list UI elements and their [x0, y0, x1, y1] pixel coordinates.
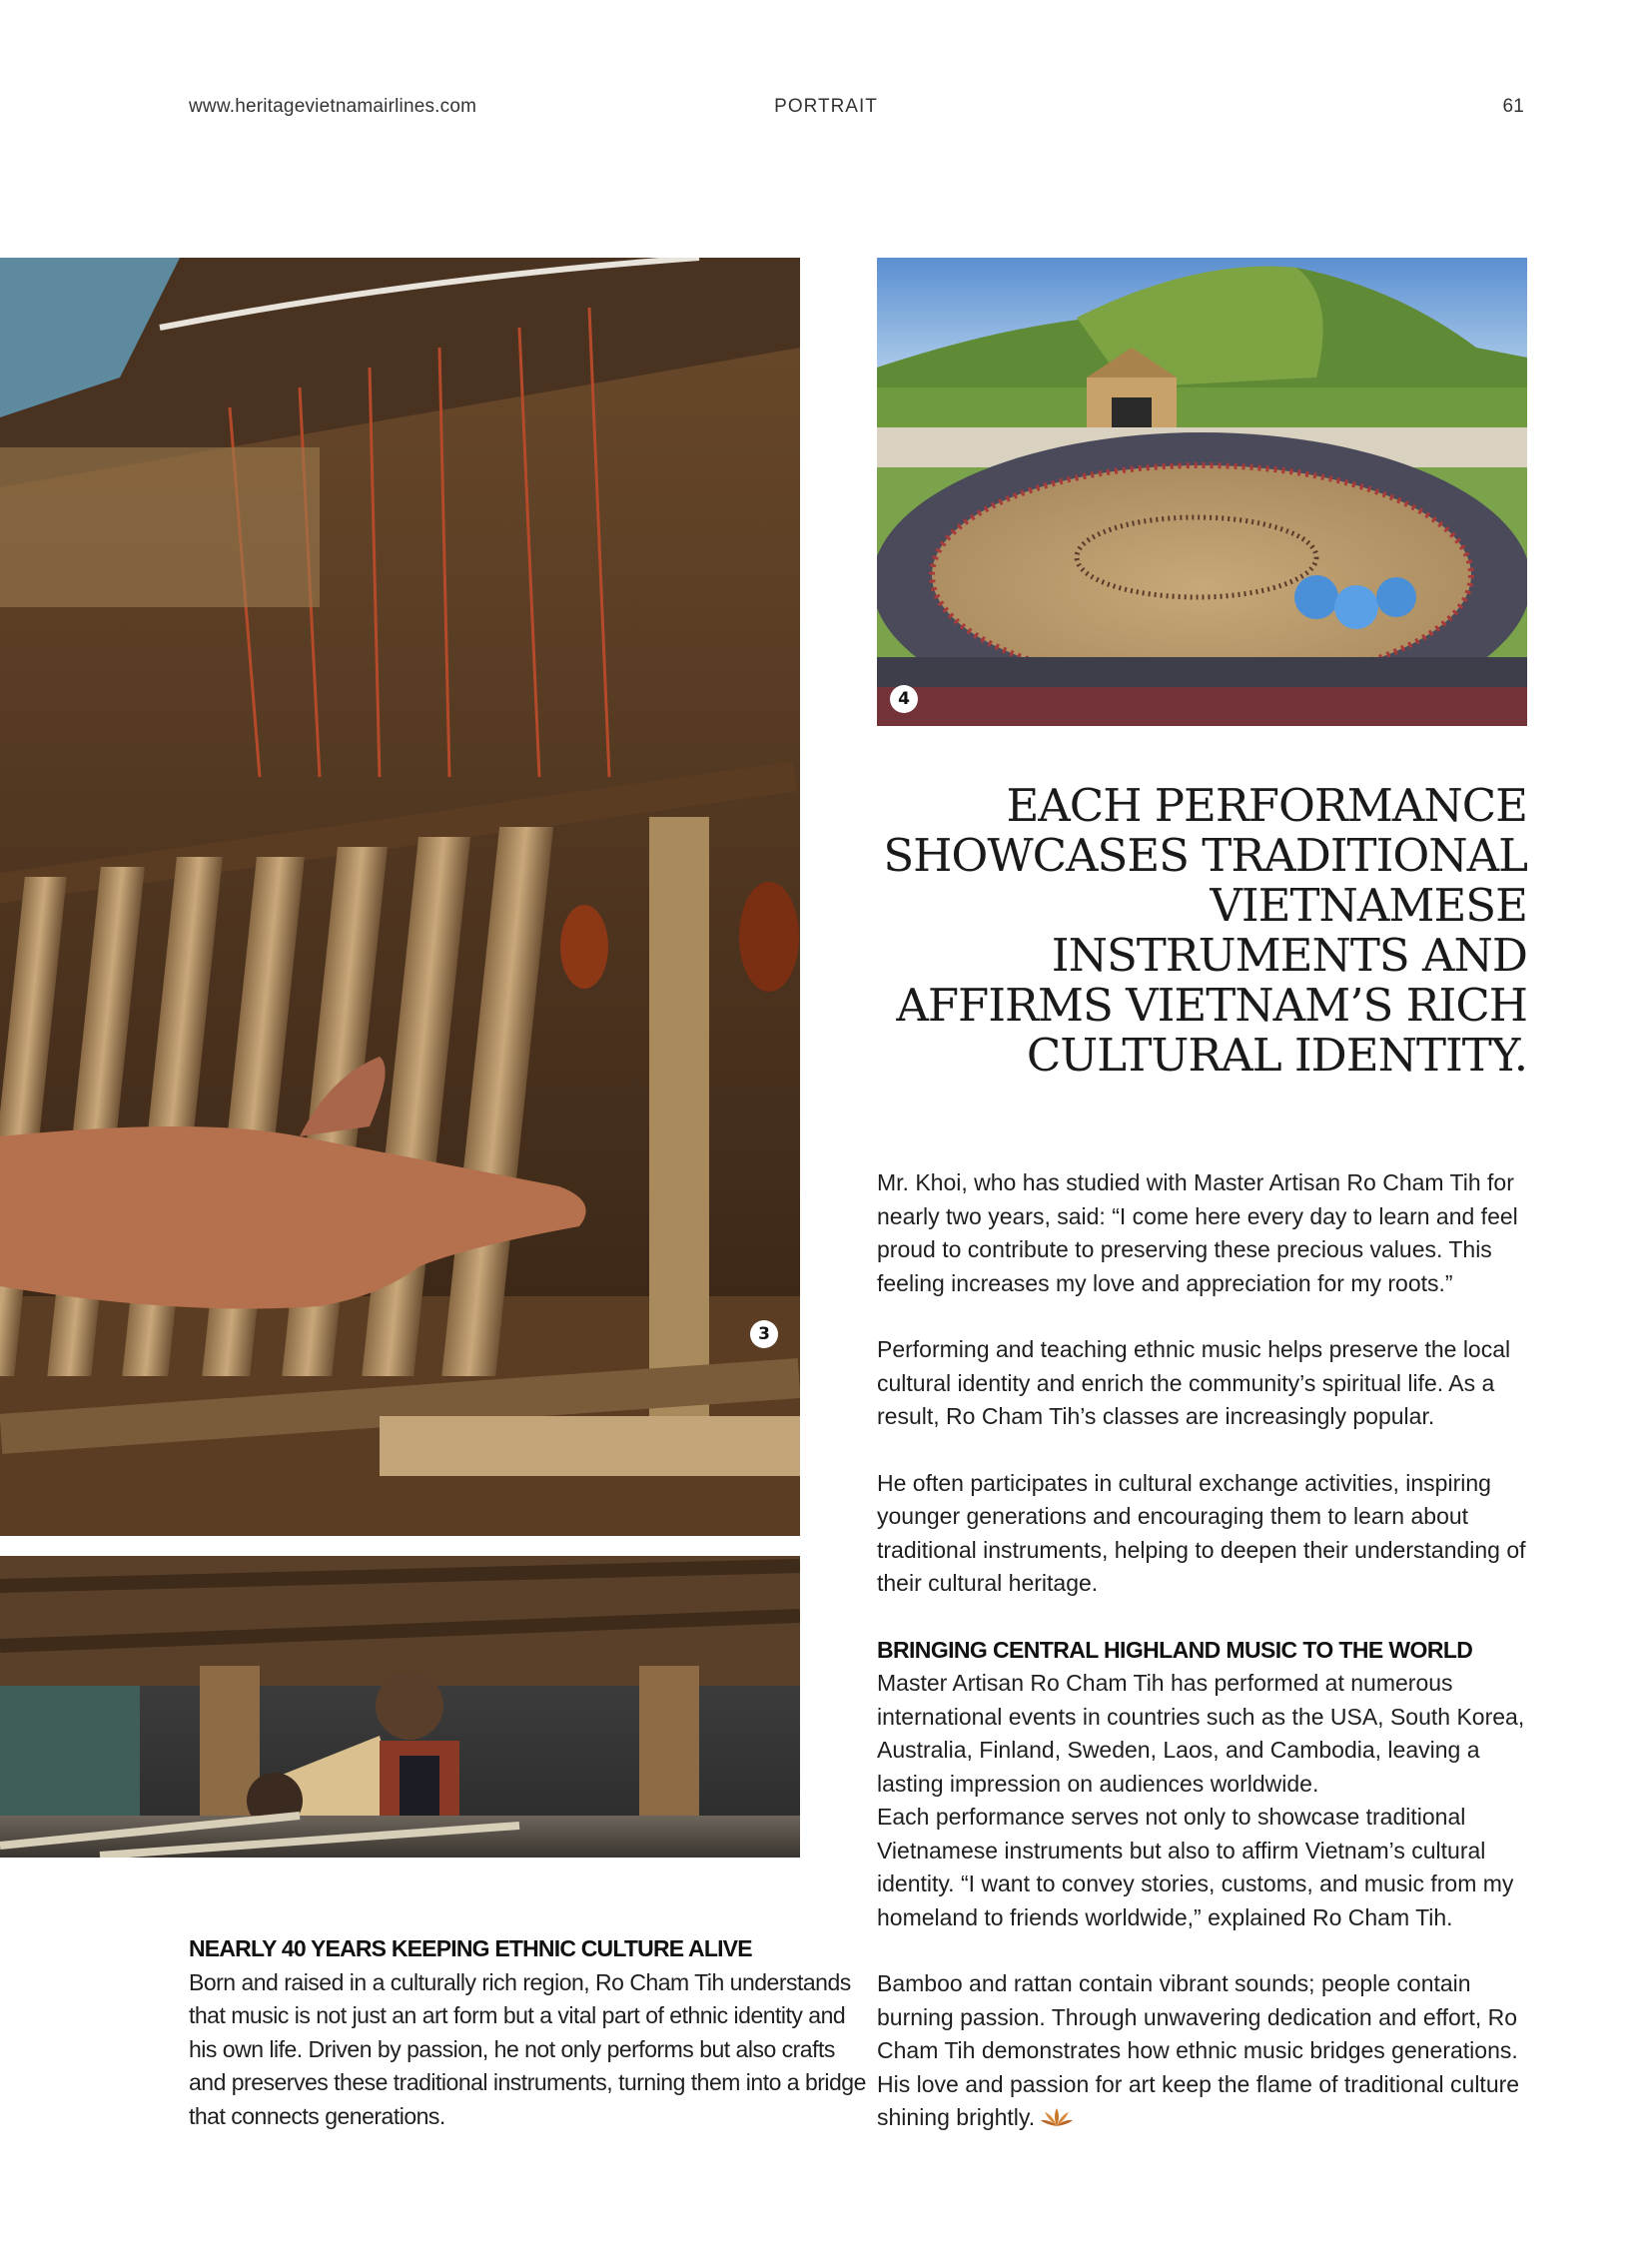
- paragraph: Mr. Khoi, who has studied with Master Artisan Ro Cham Tih for nearly two years, said: “I come here every day to learn and feel proud to contribute to preserving these precious values. This feeling increases my love and appreciation for my roots.”: [877, 1169, 1518, 1296]
- right-text-column: [877, 1166, 1546, 2138]
- paragraph-text: Bamboo and rattan contain vibrant sounds; people contain burning passion. Through unwavering dedication and effort, Ro Cham Tih demonstrates how ethnic music bridges generations. His love and passion for art keep the flame of traditional culture shining brightly.: [877, 1970, 1520, 2130]
- photo-bamboo-instrument-workshop: [0, 258, 800, 1858]
- photo-number-badge: 4: [890, 685, 918, 713]
- website-url: www.heritagevietnamairlines.com: [189, 96, 477, 117]
- section-label: PORTRAIT: [774, 96, 878, 117]
- page-number: 61: [1502, 96, 1524, 117]
- section-heading: NEARLY 40 YEARS KEEPING ETHNIC CULTURE ALIVE: [189, 1935, 752, 1961]
- photo-illustration-aerial: [877, 258, 1527, 726]
- photo-illustration: [0, 258, 800, 1858]
- paragraph: Master Artisan Ro Cham Tih has performed at numerous international events in countries such as the USA, South Korea, Australia, Finland, Sweden, Laos, and Cambodia, leaving a lasting impression on audiences worldwide.: [877, 1670, 1525, 1797]
- paragraph: Each performance serves not only to showcase traditional Vietnamese instruments but also to affirm Vietnam’s cultural identity. “I want to convey stories, customs, and music from my homeland to friends worldwide,” explained Ro Cham Tih.: [877, 1804, 1514, 1930]
- closing-paragraph: [877, 1967, 1546, 2138]
- photo-aerial-festival: [877, 258, 1527, 726]
- paragraph: Born and raised in a culturally rich region, Ro Cham Tih understands that music is not just an art form but a vital part of ethnic identity and his own life. Driven by passion, he not only performs but also crafts and preserves these traditional instruments, turning them into a bridge that connects generations.: [189, 1968, 866, 2129]
- lotus-icon: [1041, 2104, 1073, 2138]
- left-text-column: [189, 1932, 868, 2133]
- section-heading: BRINGING CENTRAL HIGHLAND MUSIC TO THE WORLD: [877, 1636, 1473, 1663]
- paragraph: Performing and teaching ethnic music helps preserve the local cultural identity and enrich the community’s spiritual life. As a result, Ro Cham Tih’s classes are increasingly popular.: [877, 1336, 1511, 1429]
- pull-quote: EACH PERFORMANCE SHOWCASES TRADITIONAL VIETNAMESE INSTRUMENTS AND AFFIRMS VIETNAM’S RICH CULTURAL IDENTITY.: [883, 779, 1527, 1082]
- photo-number-badge: 3: [750, 1320, 778, 1348]
- paragraph: He often participates in cultural exchange activities, inspiring younger generations and encouraging them to learn about traditional instruments, helping to deepen their understanding of their cultural heritage.: [877, 1469, 1526, 1596]
